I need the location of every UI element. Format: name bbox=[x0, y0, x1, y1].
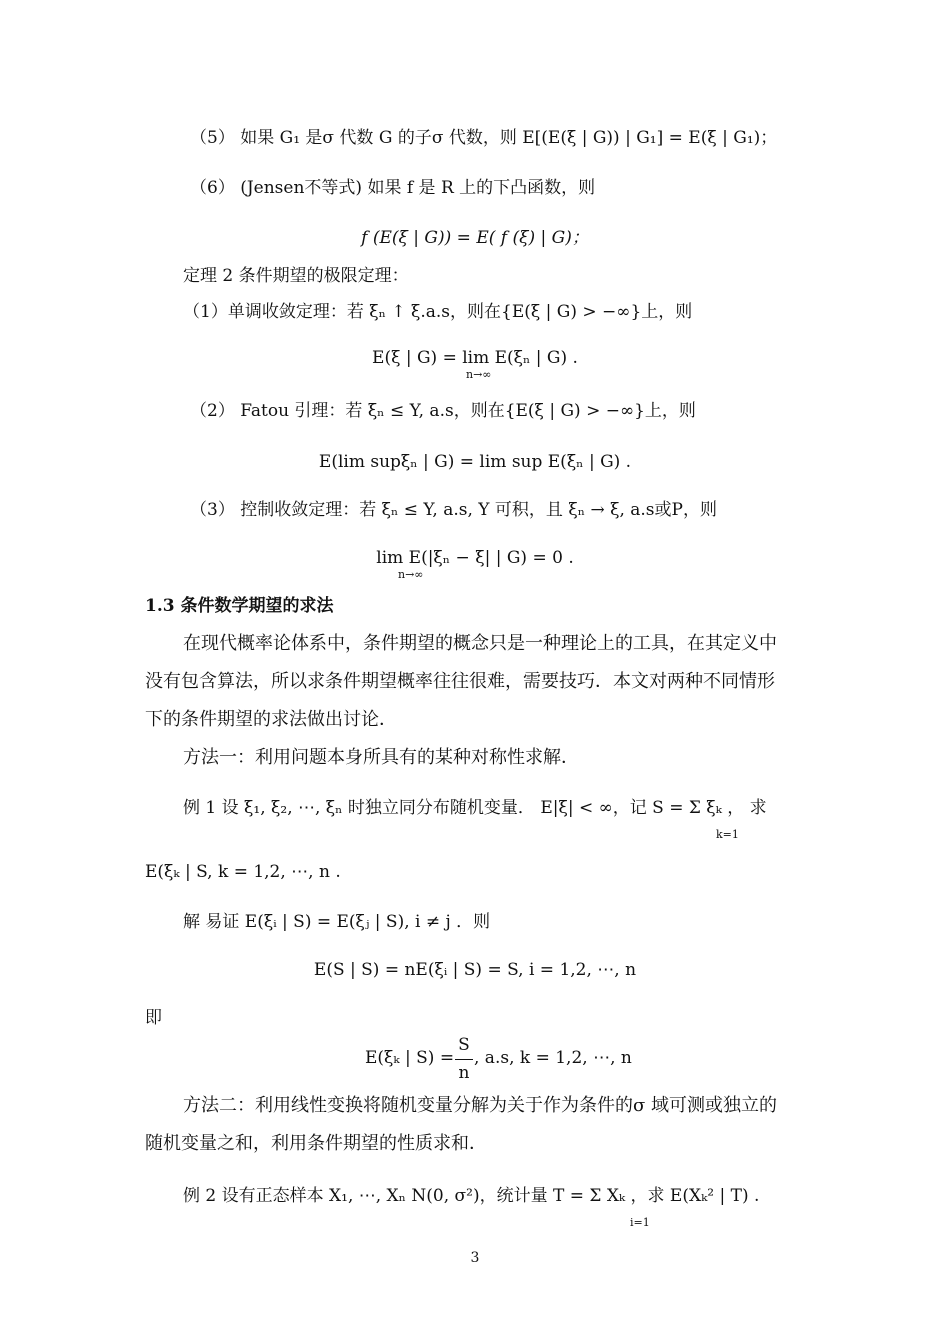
method-2-line-2: 随机变量之和，利用条件期望的性质求和． bbox=[145, 1133, 487, 1154]
theorem-2-heading: 定理 2 条件期望的极限定理： bbox=[183, 266, 409, 286]
paragraph-line-3: 下的条件期望的求法做出讨论． bbox=[145, 709, 397, 730]
page-number: 3 bbox=[470, 1250, 480, 1266]
property-5: （5） 如果 G₁ 是σ 代数 G 的子σ 代数，则 E[(E(ξ | G)) | G₁] = E(ξ | G₁)； bbox=[190, 128, 778, 148]
fraction-numerator: S bbox=[458, 1035, 470, 1055]
paragraph-line-2: 没有包含算法，所以求条件期望概率往往很难，需要技巧．本文对两种不同情形 bbox=[145, 671, 775, 692]
method-2-line-1: 方法二：利用线性变换将随机变量分解为关于作为条件的σ 域可测或独立的 bbox=[183, 1095, 778, 1116]
equation-fatou: E(lim supξₙ | G) = lim sup E(ξₙ | G) . bbox=[318, 452, 632, 472]
solution: 解 易证 E(ξᵢ | S) = E(ξⱼ | S), i ≠ j ．则 bbox=[183, 912, 491, 932]
equation-monotone-limit: n→∞ bbox=[466, 368, 492, 381]
equation-result-right: , a.s, k = 1,2, ⋯, n bbox=[474, 1048, 632, 1068]
example-1: 例 1 设 ξ₁, ξ₂, ⋯, ξₙ 时独立同分布随机变量． E|ξ| < ∞，记 S = Σ ξₖ ， 求 bbox=[183, 798, 767, 818]
method-1: 方法一：利用问题本身所具有的某种对称性求解． bbox=[183, 747, 579, 768]
equation-s: E(S | S) = nE(ξᵢ | S) = S, i = 1,2, ⋯, n bbox=[313, 960, 637, 980]
monotone-convergence: （1）单调收敛定理：若 ξₙ ↑ ξ.a.s，则在{E(ξ | G) > −∞}上，则 bbox=[183, 302, 693, 322]
fraction-bar bbox=[455, 1059, 473, 1060]
example-2-sum-index: i=1 bbox=[630, 1216, 650, 1229]
equation-result-left: E(ξₖ | S) = bbox=[365, 1048, 455, 1068]
equation-dominated: lim E(|ξₙ − ξ| | G) = 0 . bbox=[376, 548, 574, 568]
example-2: 例 2 设有正态样本 X₁, ⋯, Xₙ N(0, σ²)，统计量 T = Σ Xₖ ，求 E(Xₖ² | T) . bbox=[183, 1186, 760, 1206]
example-1-target: E(ξₖ | S, k = 1,2, ⋯, n . bbox=[145, 862, 341, 882]
section-1-3-heading: 1.3 条件数学期望的求法 bbox=[145, 596, 334, 616]
example-1-sum-index: k=1 bbox=[716, 828, 739, 841]
paragraph-line-1: 在现代概率论体系中，条件期望的概念只是一种理论上的工具，在其定义中 bbox=[183, 633, 777, 654]
ji-label: 即 bbox=[145, 1008, 162, 1028]
dominated-convergence: （3） 控制收敛定理：若 ξₙ ≤ Y, a.s, Y 可积，且 ξₙ → ξ, a.s或P，则 bbox=[190, 500, 717, 520]
property-6: （6） (Jensen不等式) 如果 f 是 R 上的下凸函数，则 bbox=[190, 178, 596, 198]
equation-dominated-limit: n→∞ bbox=[398, 568, 424, 581]
fraction-denominator: n bbox=[458, 1063, 470, 1083]
fatou-lemma: （2） Fatou 引理：若 ξₙ ≤ Y, a.s，则在{E(ξ | G) > −∞}上，则 bbox=[190, 401, 696, 421]
equation-jensen: f (E(ξ | G)) = E( f (ξ) | G)； bbox=[361, 228, 589, 248]
equation-monotone: E(ξ | G) = lim E(ξₙ | G) . bbox=[372, 348, 578, 368]
